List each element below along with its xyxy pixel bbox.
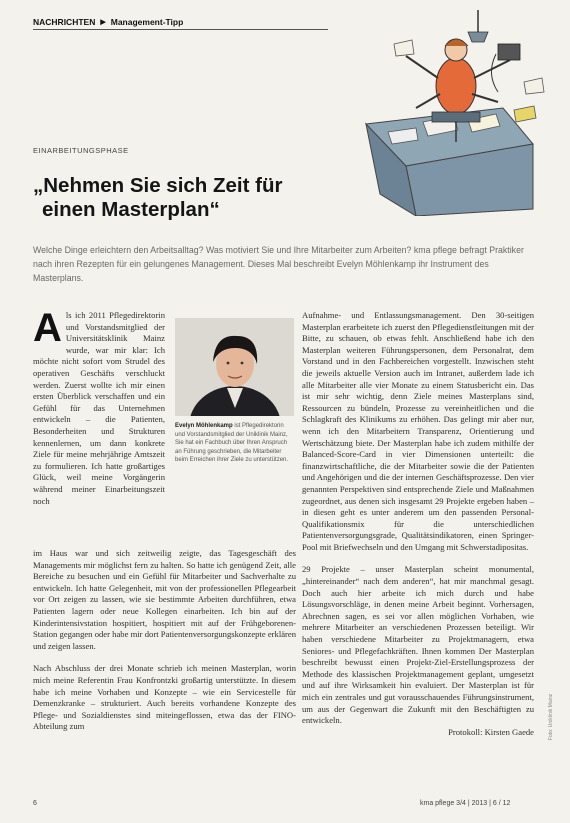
- page-number: 6: [33, 800, 37, 807]
- dropcap: A: [33, 306, 62, 350]
- journal-footer: kma pflege 3/4 | 2013 | 6 / 12: [420, 800, 511, 807]
- photo-credit: Foto: Uniklinik Mainz: [548, 693, 554, 740]
- title-line-1: „Nehmen Sie sich Zeit für: [33, 174, 283, 197]
- lead-paragraph: Welche Dinge erleichtern den Arbeitsalltag? Was motiviert Sie und Ihre Mitarbeiter zum Arbeiten? kma pflege befragt Praktiker nach ihren Rezepten für ein gelungenes Management. Dieses Mal beschreibt Evelyn Möhlenkamp ihr Instrument des Masterplans.: [33, 245, 524, 283]
- body-column-left-narrow: [33, 306, 165, 507]
- title-line-2: einen Masterplan“: [42, 198, 220, 221]
- kicker: EINARBEITUNGSPHASE: [33, 146, 129, 155]
- article-title: [33, 174, 333, 222]
- subsection-label: Management-Tipp: [110, 17, 184, 27]
- body-paragraph: 29 Projekte – unser Masterplan scheint monumental, „hintereinander“ nach dem anderen“, hat mir manchmal gesagt. Doch auch hier arbeite ich mich durch und habe Lösungsvorschläge, in denen meine Arbeit beginnt. Vorhersagen, Abrechnen sagen, es sei vor allen möglichen Vorhaben, wie mehrere Mitarbeiter an verschiedenen Prozessen beteiligt. Wir haben verschiedene Mitarbeiter zu Projektmanagern, etwa Seniores- und Pflegefachkräften. Ihnen kommen Der Masterplan beschreibt bewusst einen Projekt-Ziel-Erstellungsprozess der Methode des klassischen Projektmanagement geplant, umgesetzt und auf ihre Wirksamkeit hin evaluiert. Der Masterplan ist für mich ein zentrales und gut vorausschauendes Führungsinstrument, um aus der Gegenwart die Zukunft mit den Beschäftigten zu entwickeln.: [302, 564, 534, 726]
- manager-illustration: [328, 4, 568, 216]
- body-paragraph: Nach Abschluss der drei Monate schrieb ich meinen Masterplan, worin mich meine Referentin Frau Konfrontzki großartig unterstützte. In diesem habe ich meine Vorhaben und Konzepte – wie ein Servicestelle für Demenzkranke – strukturiert. Auch bereits vorhandene Konzepte des Pflege- und Sozialdienstes sind miteingeflossen, etwa das der FINO-Abteilung zum: [33, 663, 296, 732]
- portrait-photo: [175, 318, 294, 416]
- body-paragraph: im Haus war und sich zeitweilig zeigte, das Tagesgeschäft des Managements mir möglichst fern zu halten. So hatte ich genügend Zeit, alle Bereiche zu besuchen und ein Gefühl für Mitarbeiter und Sachverhalte zu entwickeln. Ich hatte Gelegenheit, mit von der professionellen Pflegearbeit vor Ort zeigen zu lassen, wie sie bestimmte Arbeiten durchführen, etwa Patienten lagern oder neue Kollegen einarbeiten. Ich bin auf der Kinderintensivstation hospitiert, hospitiert mit auf der Frühgeborenen-Station gegangen oder habe mir dort Patientenversorgungskonzepte erklären und zeigen lassen.: [33, 548, 296, 651]
- body-column-right: [302, 310, 534, 738]
- intro-text: ls ich 2011 Pflegedirektorin und Vorstandsmitglied der Universitätsklinik Mainz wurde, war mir klar: Ich möchte nicht sofort vom Strudel des operativen Geschäfts verschluckt werden. Zuerst wollte ich mir einen ersten Überblick verschaffen und ein Gefühl für das Unternehmen entwickeln – die Patienten, Besonderheiten und Strukturen kennenlernen, um dann konkrete Ziele für meine mehrjährige Amtszeit zu formulieren. Ich hatte großartiges Glück, weil meine Vorgängerin während meiner Einarbeitungszeit noch: [33, 310, 165, 506]
- body-paragraph: Aufnahme- und Entlassungsmanagement. Den 30-seitigen Masterplan erarbeitete ich zuerst den Pflegedienstleitungen mit der Bitte, zu schauen, ob etwas fehlt. Anschließend habe ich den Masterplan weiteren Führungspersonen, dem Personalrat, dem Vorstand und in den Fachbereichen vorgestellt. Inzwischen steht die jeweils aktuelle Version auch im Intranet, außerdem lade ich alle Mitarbeiter alle vier Monate zu einem Statusbericht ein. Das ist mir sehr wichtig, denn Ziele meines Masterplans sind, Ressourcen zu bündeln, Prozesse zu vereinheitlichen und die Schlagkraft des Klinikums zu erhöhen. Das gelingt mir aber nur, wenn ich den Mitarbeitern Transparenz, Orientierung und Wertschätzung biete. Der Masterplan habe ich zudem mithilfe der Balanced-Score-Card in vier Dimensionen unterteilt: die finanzwirtschaftliche, die der Mitarbeiter sowie die der Patienten und Angehörigen und die der internen Geschäftsprozesse. Den vier genannten Perspektiven sind entsprechende Ziele und Maßnahmen zugeordnet, aus denen sich insgesamt 29 Projekte ergeben haben – in diesen geht es unter anderem um den passenden Personal-Qualifikationsmix für die unterschiedlichen Patientenversorgungsgrade, Qualitätsindikatoren, einen Springer-Pool mit Briefwechseln und den Umgang mit Schwerstadipositas.: [302, 310, 534, 552]
- caption-text: ist Pflegedirektorin und Vorstandsmitglied der Uniklinik Mainz, Sie hat ein Fachbuch über Ihren Anspruch an Führung geschrieben, die Mitarbeiter beim Erreichen ihrer Ziele zu unterstützen.: [175, 423, 289, 463]
- section-label: NACHRICHTEN: [33, 17, 96, 27]
- body-column-left-full: [33, 548, 296, 733]
- arrow-right-icon: ▶: [100, 19, 106, 26]
- photo-caption: [175, 422, 293, 465]
- protokoll-credit: Protokoll: Kirsten Gaede: [448, 726, 534, 737]
- caption-name: Evelyn Möhlenkamp: [175, 423, 233, 429]
- section-header: [33, 14, 323, 30]
- header-rule: [33, 29, 328, 30]
